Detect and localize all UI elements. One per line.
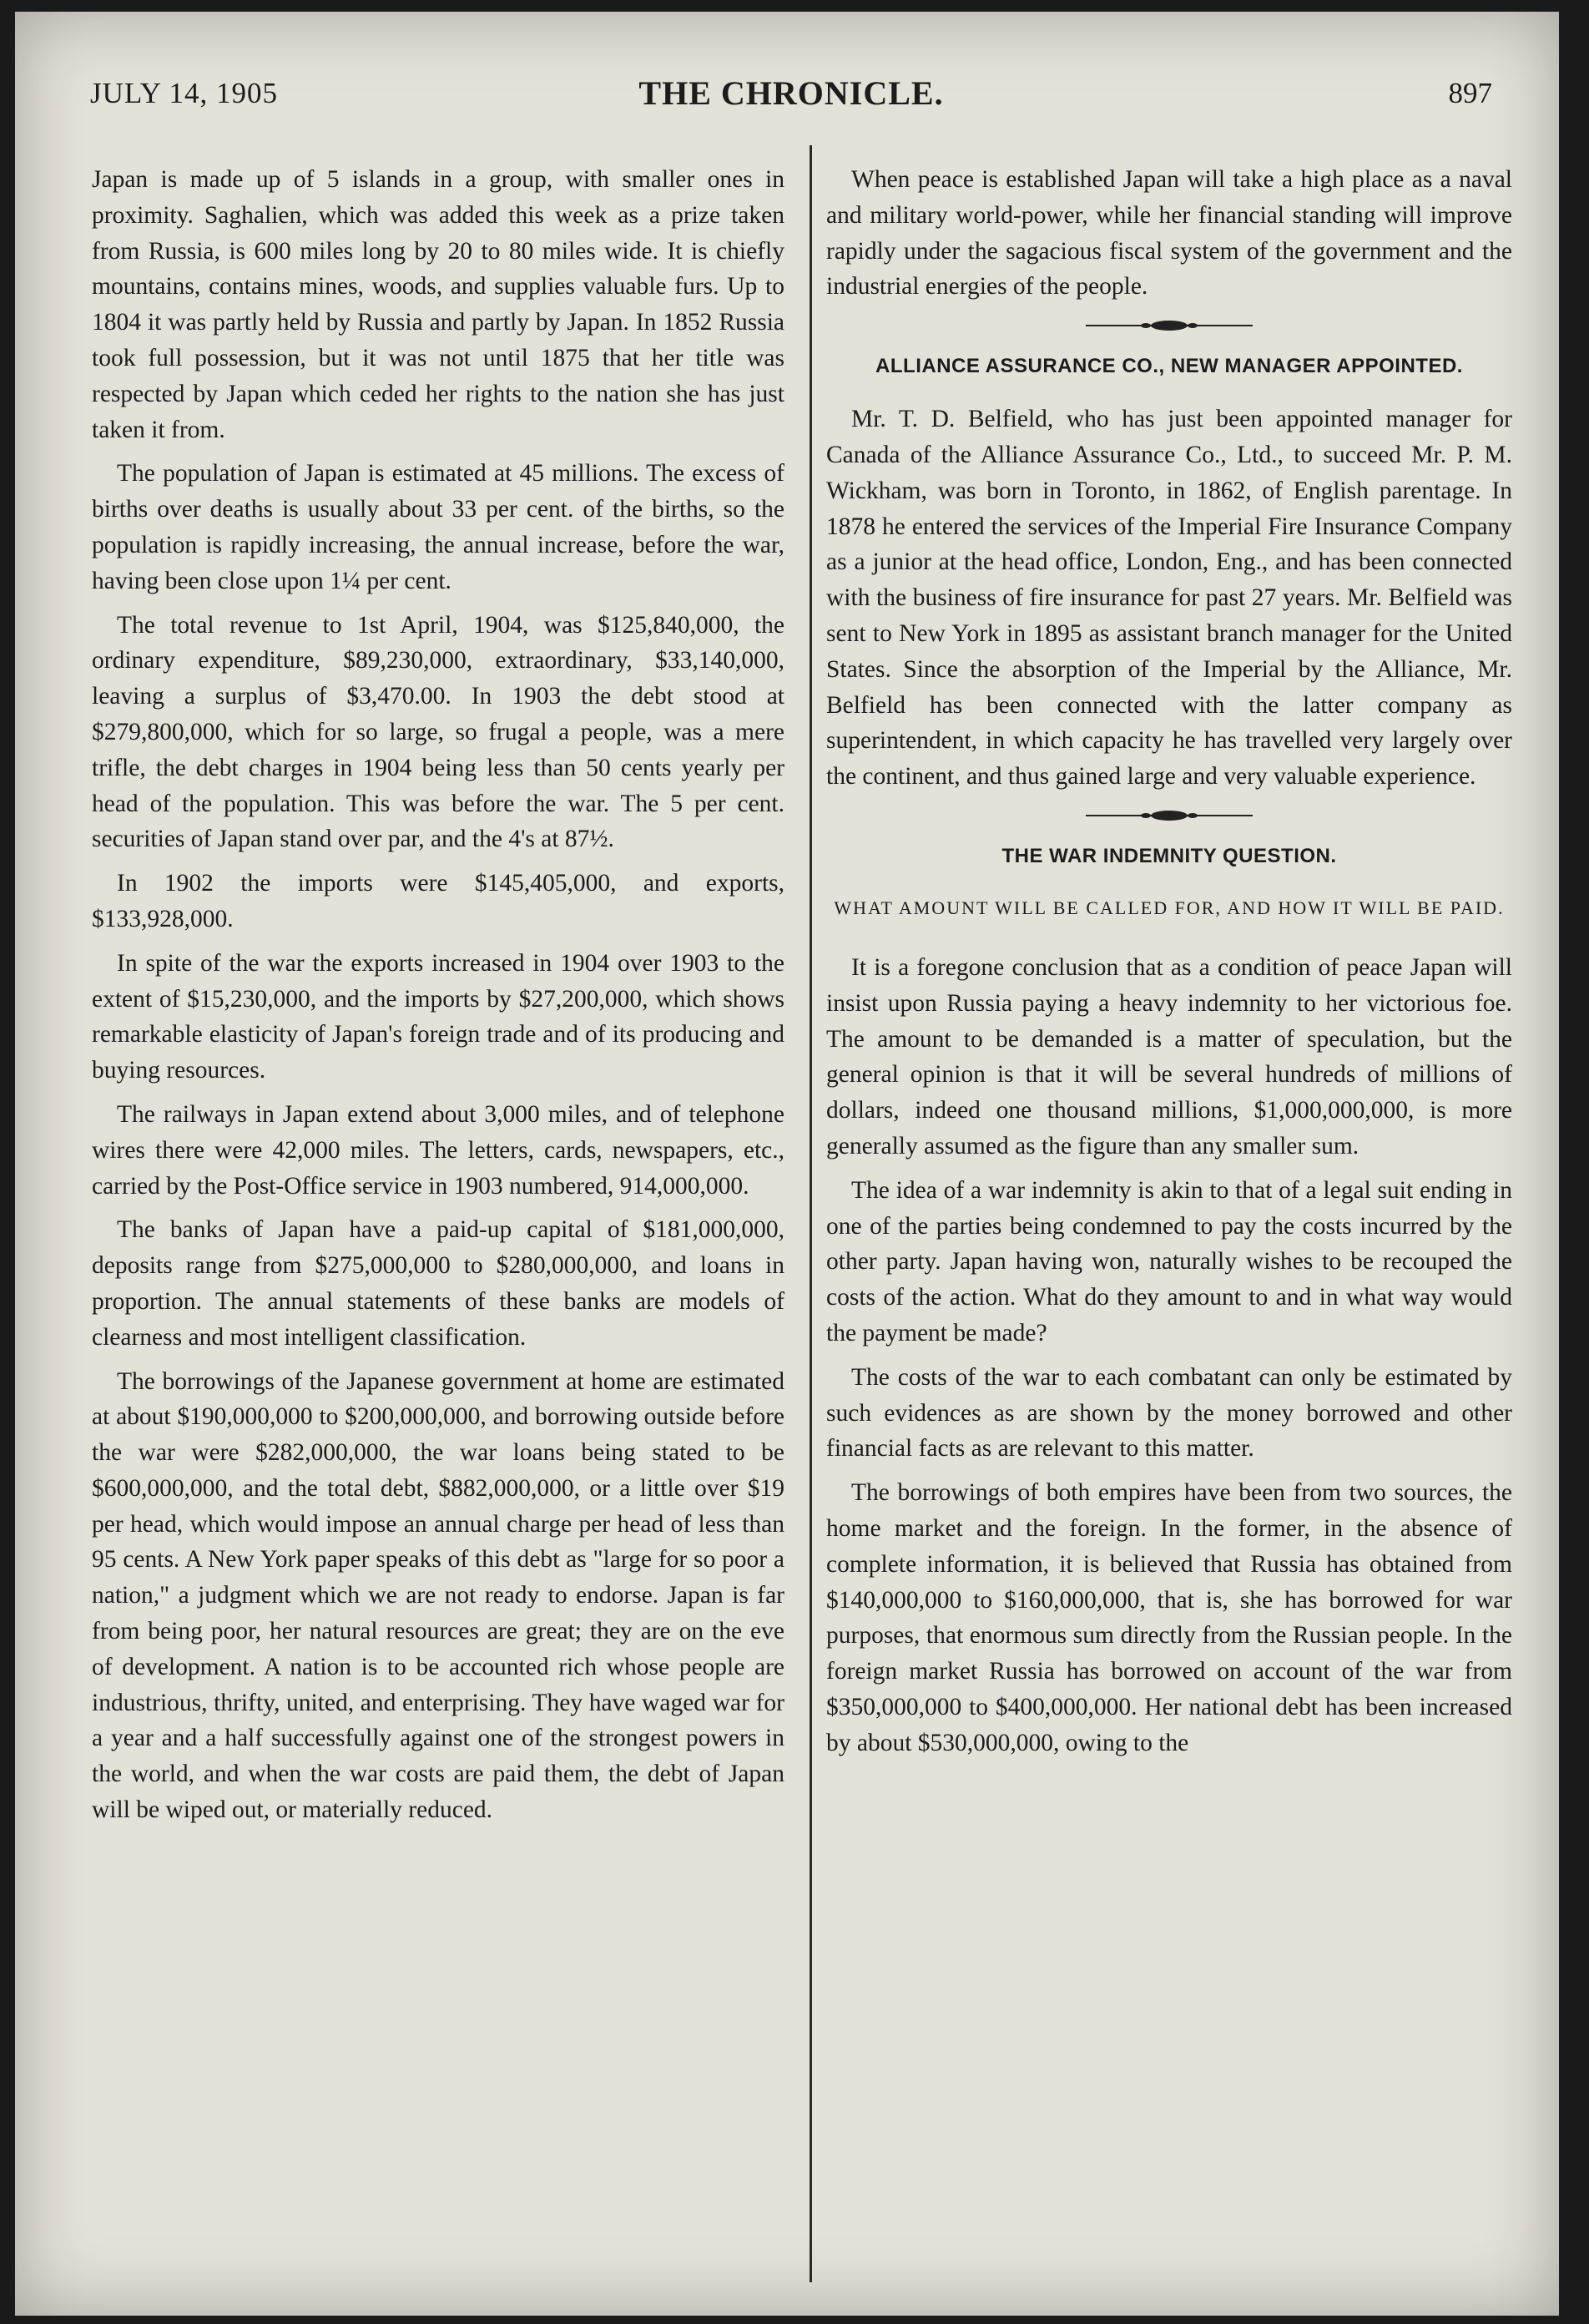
paragraph: The borrowings of the Japanese government at home are estimated at about $190,000,000 to $200,000,000, and borrowing outside before the war were $282,000,000, the war loans being stated to be $600,000,000, and the total debt, $882,000,000, or a little over $19 per head, which would impose an annual charge per head of less than 95 cents. A New York paper speaks of this debt as "large for so poor a nation," a judgment which we are not ready to endorse. Japan is far from being poor, her natural resources are great; they are on the eve of development. A nation is to be accounted rich whose people are industrious, thrifty, united, and enterprising. They have waged war for a year and a half successfully against one of the strongest powers in the world, and when the war costs are paid them, the debt of Japan will be wiped out, or materially reduced. (92, 1367, 784, 1824)
page-header (90, 74, 1492, 127)
right-column (826, 162, 1512, 1769)
page-number: 897 (1448, 77, 1492, 109)
paragraph: When peace is established Japan will take a high place as a naval and military world-power, while her financial standing will improve rapidly under the sagacious fiscal system of the government and the industrial energies of the people. (826, 166, 1512, 301)
article-heading: ALLIANCE ASSURANCE CO., NEW MANAGER APPOINTED. (875, 355, 1463, 378)
article-subheading: WHAT AMOUNT WILL BE CALLED FOR, AND HOW IT WILL BE PAID. (834, 897, 1505, 918)
article-heading: THE WAR INDEMNITY QUESTION. (1001, 844, 1337, 867)
paragraph: The total revenue to 1st April, 1904, was $125,840,000, the ordinary expenditure, $89,230,000, extraordinary, $33,140,000, leaving a surplus of $3,470.00. In 1903 the debt stood at $279,800,000, which for so large, so frugal a people, was a mere trifle, the debt charges in 1904 being less than 50 cents yearly per head of the population. This was before the war. The 5 per cent. securities of Japan stand over par, and the 4's at 87½. (92, 611, 784, 853)
newspaper-page (15, 12, 1559, 2316)
paragraph: The costs of the war to each combatant can only be estimated by such evidences as are shown by the money borrowed and other financial facts as are relevant to this matter. (826, 1363, 1512, 1463)
section-ornament (1086, 320, 1253, 331)
paragraph: In 1902 the imports were $145,405,000, and exports, $133,928,000. (92, 870, 784, 932)
paragraph: Mr. T. D. Belfield, who has just been appointed manager for Canada of the Alliance Assurance Co., Ltd., to succeed Mr. P. M. Wickham, was born in Toronto, in 1862, of English parentage. In 1878 he entered the services of the Imperial Fire Insurance Company as a junior at the head office, London, Eng., and has been connected with the business of fire insurance for past 27 years. Mr. Belfield was sent to New York in 1895 as assistant branch manager for the United States. Since the absorption of the Imperial by the Alliance, Mr. Belfield has been connected with the latter company as superintendent, in which capacity he has travelled very largely over the continent, and thus gained large and very valuable experience. (826, 406, 1512, 791)
paragraph: The idea of a war indemnity is akin to that of a legal suit ending in one of the parties being condemned to pay the costs incurred by the other party. Japan having won, naturally wishes to be recouped the costs of the action. What do they amount to and in what way would the payment be made? (826, 1176, 1512, 1346)
section-ornament (1086, 810, 1253, 821)
left-column (92, 162, 784, 1836)
paragraph: In spite of the war the exports increased in 1904 over 1903 to the extent of $15,230,000, and the imports by $27,200,000, which shows remarkable elasticity of Japan's foreign trade and of its producing and buying resources. (92, 949, 784, 1084)
publication-title: THE CHRONICLE. (638, 74, 944, 112)
paragraph: The population of Japan is estimated at 45 millions. The excess of births over deaths is usually about 33 per cent. of the births, so the population is rapidly increasing, the annual increase, before the war, having been close upon 1¼ per cent. (92, 460, 784, 594)
paragraph: The banks of Japan have a paid-up capital of $181,000,000, deposits range from $275,000,000 to $280,000,000, and loans in proportion. The annual statements of these banks are models of clearness and most intelligent classification. (92, 1216, 784, 1351)
issue-date: JULY 14, 1905 (90, 77, 278, 109)
paragraph: Japan is made up of 5 islands in a group, with smaller ones in proximity. Saghalien, which was added this week as a prize taken from Russia, is 600 miles long by 20 to 80 miles wide. It is chiefly mountains, contains mines, woods, and supplies valuable furs. Up to 1804 it was partly held by Russia and partly by Japan. In 1852 Russia took full possession, but it was not until 1875 that her title was respected by Japan which ceded her rights to the nation she has just taken it from. (92, 166, 784, 443)
paragraph: The borrowings of both empires have been from two sources, the home market and the foreign. In the former, in the absence of complete information, it is believed that Russia has obtained from $140,000,000 to $160,000,000, that is, she has borrowed for war purposes, that enormous sum directly from the Russian people. In the foreign market Russia has borrowed on account of the war from $350,000,000 to $400,000,000. Her national debt has been increased by about $530,000,000, owing to the (826, 1479, 1512, 1756)
column-divider (810, 145, 812, 2282)
paragraph: It is a foregone conclusion that as a condition of peace Japan will insist upon Russia paying a heavy indemnity to her victorious foe. The amount to be demanded is a matter of speculation, but the general opinion is that it will be several hundreds of millions of dollars, indeed one thousand millions, $1,000,000,000, is more generally assumed as the figure than any smaller sum. (826, 953, 1512, 1159)
paragraph: The railways in Japan extend about 3,000 miles, and of telephone wires there were 42,000 miles. The letters, cards, newspapers, etc., carried by the Post-Office service in 1903 numbered, 914,000,000. (92, 1100, 784, 1200)
